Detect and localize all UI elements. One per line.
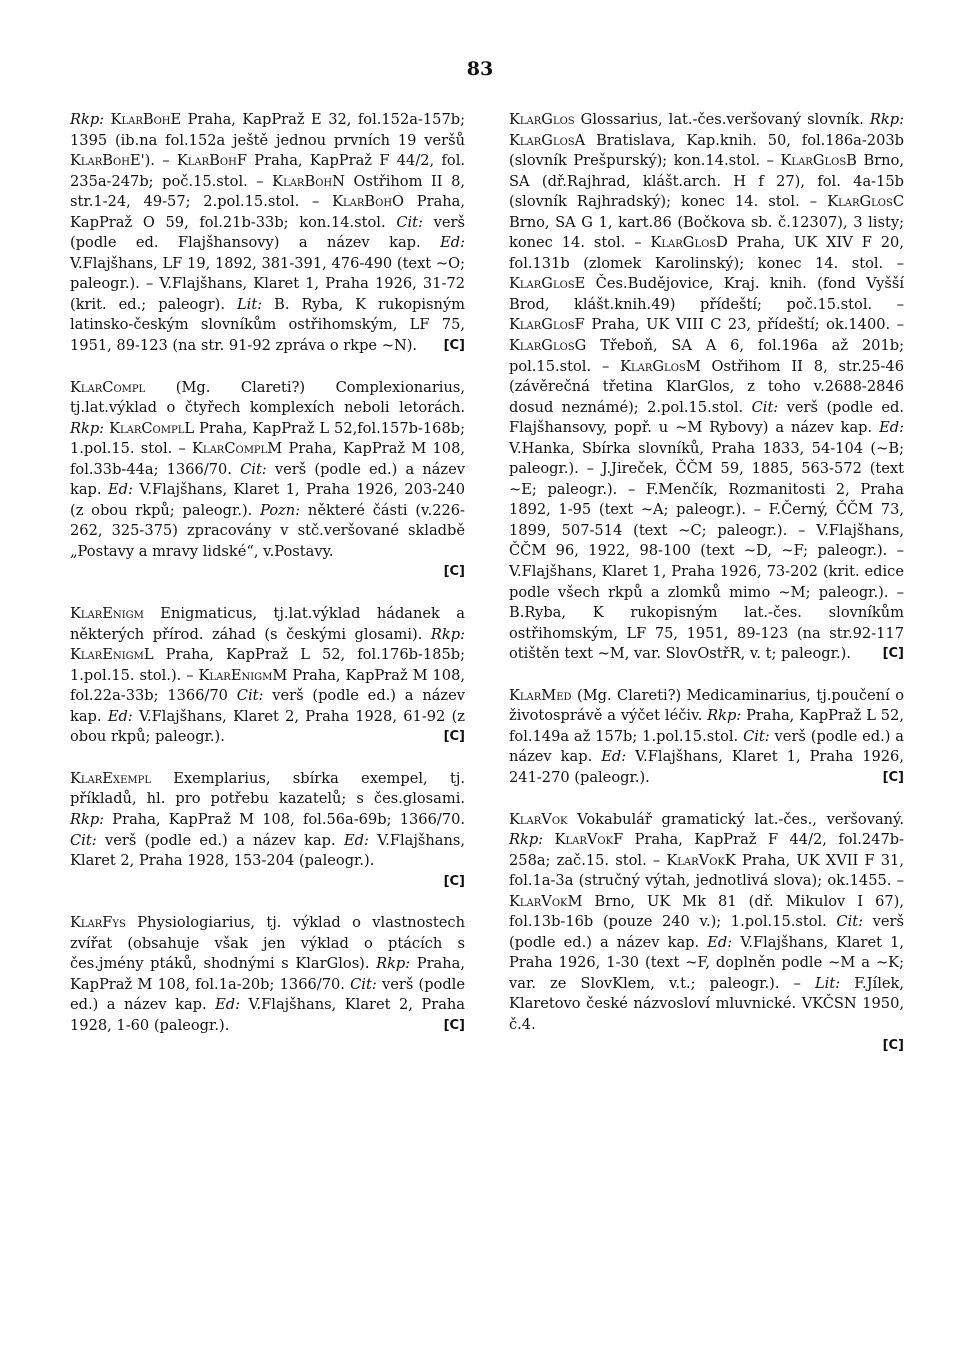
entry-text: Vokabulář gramatický lat.-čes., veršovaný. bbox=[567, 810, 904, 828]
field-label: Lit: bbox=[814, 974, 841, 992]
siglum: KlarGlosC bbox=[827, 193, 904, 211]
siglum: KlarEnigmM bbox=[198, 666, 288, 684]
entry-text: Praha, KapPraž M 108, fol.1a-20b; 1366/70. bbox=[70, 955, 465, 993]
siglum: KlarExempl bbox=[70, 769, 151, 787]
siglum: KlarGlosG bbox=[509, 337, 587, 355]
field-label: Rkp: bbox=[509, 831, 544, 849]
dictionary-entry bbox=[70, 913, 465, 1036]
entry-text: Exemplarius, sbírka exempel, tj. příkladů, hl. pro potřebu kazatelů; s čes.glosami. bbox=[70, 769, 465, 808]
field-label: Ed: bbox=[440, 234, 465, 252]
field-label: Ed: bbox=[879, 419, 904, 437]
siglum: KlarVokM bbox=[509, 892, 583, 910]
field-label: Rkp: bbox=[707, 707, 742, 725]
field-label: Lit: bbox=[236, 295, 263, 313]
entry-text: verš (podle ed.) a název kap. bbox=[70, 975, 465, 1014]
entry-text: Ostřihom II 8, str.1-24, 49-57; 2.pol.15.stol. – bbox=[70, 172, 465, 211]
entry-text: Praha, KapPraž O 59, fol.21b-33b; kon.14.stol. bbox=[70, 193, 466, 231]
entry-text: V.Flajšhans, Klaret 2, Praha 1928, 1-60 (paleogr.). bbox=[70, 996, 465, 1034]
siglum: KlarBohE bbox=[110, 111, 182, 128]
siglum: KlarCompl bbox=[70, 378, 146, 396]
entry-text: Ostřihom II 8, str.25-46 (závěrečná třetina KlarGlos, z toho v.2688-2846 dosud neznámé); 2.pol.15.stol. bbox=[509, 357, 904, 416]
entry-text: Brno, SA G 1, kart.86 (Bočkova sb. č.12307), 3 listy; konec 14. stol. – bbox=[509, 213, 904, 252]
entry-text: Praha, KapPraž M 108, fol.22a-33b; 1366/70 bbox=[70, 666, 466, 705]
siglum: KlarGlosE bbox=[509, 275, 586, 293]
source-tag: [C] bbox=[443, 873, 465, 889]
entry-text: V.Flajšhans, LF 19, 1892, 381-391, 476-490 (text ~O; paleogr.). – V.Flajšhans, Klaret 1, Praha 1926, 31-72 (krit. ed.; paleogr). bbox=[70, 254, 465, 313]
entry-text: verš (podle ed.) a název kap. bbox=[70, 687, 465, 725]
siglum: KlarGlosM bbox=[620, 357, 701, 375]
siglum: KlarGlosB bbox=[780, 152, 857, 170]
siglum: KlarGlos bbox=[509, 111, 575, 128]
entry-text: (Mg. Clareti?) Medicaminarius, tj.poučení o životosprávě a výčet léčiv. bbox=[509, 686, 904, 725]
siglum: KlarGlosA bbox=[509, 131, 586, 149]
field-label: Ed: bbox=[343, 831, 369, 849]
field-label: Cit: bbox=[70, 831, 97, 849]
entry-text: Brno, UK Mk 81 (dř. Mikulov I 67), fol.13b-16b (pouze 240 v.); 1.pol.15.stol. bbox=[509, 892, 904, 931]
source-tag: [C] bbox=[443, 564, 465, 580]
dictionary-entry bbox=[70, 769, 465, 892]
field-label: Rkp: bbox=[869, 111, 904, 128]
source-tag: [C] bbox=[882, 769, 904, 785]
entry-text: V.Flajšhans, Klaret 2, Praha 1928, 153-204 (paleogr.). bbox=[70, 831, 465, 870]
field-label: Ed: bbox=[215, 996, 241, 1014]
dictionary-entry bbox=[70, 110, 465, 357]
siglum: KlarMed bbox=[509, 686, 572, 704]
entry-text: Praha, UK VIII C 23, přídeští; ok.1400. – bbox=[584, 316, 904, 334]
entry-text: Praha, KapPraž L 52,fol.157b-168b; 1.pol.15. stol. – bbox=[70, 419, 466, 458]
siglum: KlarGlosD bbox=[650, 234, 728, 252]
entry-text: '). – bbox=[140, 152, 177, 170]
entry-text: verš (podle ed.) a název kap. bbox=[70, 460, 465, 499]
entry-text: Praha, KapPraž M 108, fol.56a-69b; 1366/70. bbox=[104, 810, 465, 828]
entry-text: V.Hanka, Sbírka slovníků, Praha 1833, 54-104 (~B; paleogr.). – J.Jireček, ČČM 59, 1885, 563-572 (text ~E; paleogr.). – F.Menčík, Rozmanitosti 2, Praha 1892, 1-95 (text ~A; paleogr.). – F.Černý, ČČM 73, 1899, 507-514 (text ~C; paleogr.). – V.Flajšhans, ČČM 96, 1922, 98-100 (text ~D, ~F; paleogr.). – V.Flajšhans, Klaret 1, Praha 1926, 73-202 (krit. edice podle všech rkpů a zlomků mimo ~M; paleogr.). – B.Ryba, K rukopisným lat.-čes. slovníkům ostřihomským, LF 75, 1951, 89-123 (na str.92-117 otištěn text ~M, var. SlovOstřR, v. t; paleogr.). bbox=[509, 439, 904, 663]
siglum: KlarBohN bbox=[272, 172, 345, 190]
entry-text: Physiologiarius, tj. výklad o vlastnostech zvířat (obsahuje však jen výklad o ptácích s čes.jmény ptáků, shodnými s KlarGlos). bbox=[70, 914, 465, 973]
entry-text: V.Flajšhans, Klaret 1, Praha 1926, 241-270 (paleogr.). bbox=[509, 748, 904, 786]
entry-text: Třeboň, SA A 6, fol.196a až 201b; pol.15.stol. – bbox=[509, 337, 904, 375]
field-label: Ed: bbox=[707, 933, 733, 951]
field-label: Cit: bbox=[396, 213, 423, 231]
siglum: KlarBohF bbox=[176, 152, 247, 170]
field-label: Ed: bbox=[601, 748, 627, 766]
field-label: Cit: bbox=[743, 727, 770, 745]
entry-text: verš (podle ed.) a název kap. bbox=[509, 727, 904, 766]
field-label: Rkp: bbox=[430, 625, 465, 643]
siglum: KlarEnigmL bbox=[70, 646, 154, 664]
field-label: Pozn: bbox=[260, 501, 301, 519]
dictionary-entry bbox=[509, 686, 904, 789]
entry-text: V.Flajšhans, Klaret 1, Praha 1926, 203-240 (z obou rkpů; paleogr.). bbox=[70, 481, 465, 519]
field-label: Cit: bbox=[751, 398, 779, 416]
entry-text: Praha, UK XIV F 20, fol.131b (zlomek Karolinský); konec 14. stol. – bbox=[509, 234, 904, 272]
dictionary-entry bbox=[509, 810, 904, 1057]
siglum: KlarVok bbox=[509, 810, 568, 828]
siglum: KlarGlosF bbox=[509, 316, 585, 334]
entry-text: Praha, KapPraž M 108, fol.33b-44a; 1366/70. bbox=[70, 440, 466, 478]
entry-text: Praha, UK XVII F 31, fol.1a-3a (stručný výtah, jednotlivá slova); ok.1455. – bbox=[509, 851, 904, 890]
field-label: Ed: bbox=[107, 707, 133, 725]
entry-text: Praha, KapPraž L 52, fol.176b-185b; 1.pol.15. stol.). – bbox=[70, 646, 465, 684]
entry-text: Praha, KapPraž F 44/2, fol.247b-258a; zač.15. stol. – bbox=[509, 831, 905, 869]
siglum: KlarEnigm bbox=[70, 605, 144, 623]
field-label: Cit: bbox=[836, 913, 864, 931]
entry-text: F.Jílek, Klaretovo české názvosloví mluvnické. VKČSN 1950, č.4. bbox=[509, 974, 905, 1033]
dictionary-entry bbox=[70, 378, 465, 583]
entry-text: Praha, KapPraž E 32, fol.152a-157b; 1395 (ib.na fol.152a ještě jednou prvních 19 veršů bbox=[70, 111, 465, 149]
entry-text: Brno, SA (dř.Rajhrad, klášt.arch. H f 27), fol. 4a-15b (slovník Rajhradský); konec 14. stol. – bbox=[509, 152, 905, 211]
entry-text: Bratislava, Kap.knih. 50, fol.186a-203b (slovník Prešpurský); kon.14.stol. – bbox=[509, 131, 904, 170]
siglum: KlarFys bbox=[70, 914, 126, 932]
dictionary-entry bbox=[509, 110, 904, 665]
field-label: Rkp: bbox=[70, 810, 105, 828]
field-label: Cit: bbox=[240, 460, 267, 478]
siglum: KlarComplL bbox=[109, 419, 195, 437]
entry-text: B. Ryba, K rukopisným latinsko-českým slovníkům ostřihomským, LF 75, 1951, 89-123 (na str. 91-92 zpráva o rkpe ~N). bbox=[70, 295, 466, 355]
entry-text: verš (podle ed.) a název kap. bbox=[96, 831, 344, 849]
entry-text: verš (podle ed. Flajšhansovy) a název kap. bbox=[70, 213, 465, 252]
page-number: 83 bbox=[466, 58, 494, 80]
siglum: KlarComplM bbox=[192, 440, 283, 458]
siglum: KlarBohE bbox=[70, 152, 141, 170]
entry-text: Praha, KapPraž L 52, fol.149a až 157b; 1.pol.15.stol. bbox=[509, 707, 904, 745]
field-label: Rkp: bbox=[70, 419, 105, 437]
source-tag: [C] bbox=[443, 338, 465, 354]
entry-text: Praha, KapPraž F 44/2, fol. 235a-247b; poč.15.stol. – bbox=[70, 152, 465, 190]
field-label: Rkp: bbox=[376, 955, 411, 973]
siglum: KlarVokF bbox=[554, 831, 624, 849]
siglum: KlarVokK bbox=[666, 851, 736, 869]
entry-text: verš (podle ed. Flajšhansovy, popř. u ~M Rybovy) a název kap. bbox=[509, 398, 904, 437]
entry-text: V.Flajšhans, Klaret 1, Praha 1926, 1-30 (text ~F, doplněn podle ~M a ~K; var. ze SlovKlem, v.t.; paleogr.). – bbox=[509, 933, 904, 992]
source-tag: [C] bbox=[882, 646, 904, 662]
entry-text: Glossarius, lat.-čes.veršovaný slovník. bbox=[574, 111, 870, 128]
entry-text: verš (podle ed.) a název kap. bbox=[509, 913, 904, 951]
source-tag: [C] bbox=[882, 1037, 904, 1053]
entry-text bbox=[543, 831, 554, 848]
entry-text: (Mg. Clareti?) Complexionarius, tj.lat.výklad o čtyřech komplexích neboli letorách. bbox=[70, 378, 465, 417]
field-label: Cit: bbox=[350, 975, 377, 993]
siglum: KlarBohO bbox=[332, 193, 405, 211]
dictionary-entry bbox=[70, 604, 465, 748]
entry-text: některé části (v.226-262, 325-375) zpracovány v stč.veršované skladbě „Postavy a mravy lidské“, v.Postavy. bbox=[70, 501, 465, 560]
field-label: Cit: bbox=[236, 687, 264, 705]
entry-text: Enigmaticus, tj.lat.výklad hádanek a některých přírod. záhad (s českými glosami). bbox=[70, 605, 465, 643]
source-tag: [C] bbox=[443, 729, 465, 745]
right-column bbox=[509, 110, 904, 1077]
source-tag: [C] bbox=[443, 1017, 465, 1033]
entry-text: V.Flajšhans, Klaret 2, Praha 1928, 61-92 (z obou rkpů; paleogr.). bbox=[70, 707, 465, 746]
field-label: Ed: bbox=[107, 481, 133, 499]
left-column bbox=[70, 110, 465, 1057]
entry-text: Čes.Budějovice, Kraj. knih. (fond Vyšší Brod, klášt.knih.49) přídeští; poč.15.stol. – bbox=[509, 275, 904, 313]
field-label: Rkp: bbox=[70, 111, 105, 128]
